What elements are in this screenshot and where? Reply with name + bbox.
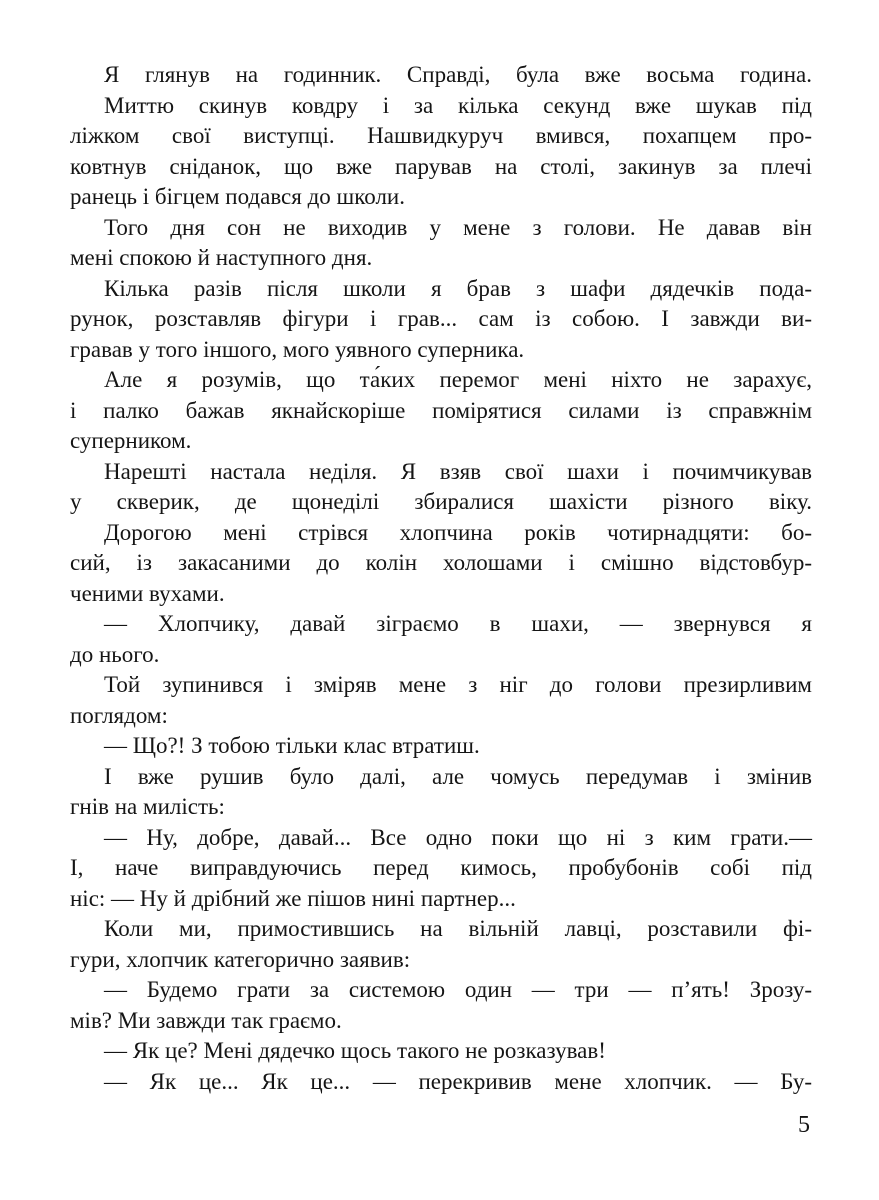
text-line: І, наче виправдуючись перед кимось, пробубонів собі під xyxy=(70,855,812,880)
paragraph xyxy=(70,731,812,762)
text-line: ніс: — Ну й дрібний же пішов нині партнер... xyxy=(70,885,516,911)
text-line: Той зупинився і зміряв мене з ніг до голови презирливим xyxy=(104,672,812,697)
text-line: Але я розумів, що та́ких перемог мені ніхто не зарахує, xyxy=(104,367,812,392)
paragraph xyxy=(70,213,812,274)
text-line: ковтнув сніданок, що вже парував на столі, закинув за плечі xyxy=(70,153,812,179)
text-line: — Що?! З тобою тільки клас втратиш. xyxy=(104,733,480,758)
text-line: Коли ми, примостившись на вільній лавці, розставили фі- xyxy=(104,916,812,941)
text-line: Миттю скинув ковдру і за кілька секунд вже шукав під xyxy=(104,92,812,118)
paragraph xyxy=(70,518,812,610)
text-line: гури, хлопчик категорично заявив: xyxy=(70,946,411,972)
paragraph xyxy=(70,91,812,213)
paragraph xyxy=(70,823,812,915)
text-line: мені спокою й наступного дня. xyxy=(70,245,373,270)
text-line: ранець і бігцем подався до школи. xyxy=(70,184,405,209)
paragraph xyxy=(70,365,812,457)
text-line: мів? Ми завжди так граємо. xyxy=(70,1007,342,1033)
text-line: поглядом: xyxy=(70,702,168,728)
text-line: гравав у того іншого, мого уявного суперника. xyxy=(70,336,525,362)
paragraph xyxy=(70,975,812,1036)
text-line: до нього. xyxy=(70,641,160,667)
text-line: гнів на милість: xyxy=(70,794,225,819)
paragraph xyxy=(70,457,812,518)
text-line: — Як це? Мені дядечко щось такого не розказував! xyxy=(104,1038,606,1063)
page-number: 5 xyxy=(798,1112,810,1138)
text-line: Нарешті настала неділя. Я взяв свої шахи і почимчикував xyxy=(104,458,812,484)
text-line: ченими вухами. xyxy=(70,580,225,606)
text-line: суперником. xyxy=(70,428,192,453)
paragraph xyxy=(70,1036,812,1067)
text-line: Кілька разів після школи я брав з шафи дядечків пода- xyxy=(104,275,812,301)
text-line: у скверик, де щонеділі збиралися шахісти різного віку. xyxy=(70,489,812,514)
paragraph xyxy=(70,60,812,91)
text-line: ліжком свої виступці. Нашвидкуруч вмився, похапцем про- xyxy=(70,123,812,148)
paragraph xyxy=(70,762,812,823)
text-line: і палко бажав якнайскоріше помірятися силами із справжнім xyxy=(70,397,812,423)
text-line: І вже рушив було далі, але чомусь передумав і змінив xyxy=(104,763,812,789)
paragraph xyxy=(70,914,812,975)
text-line: — Як це... Як це... — перекривив мене хлопчик. — Бу- xyxy=(104,1068,812,1094)
text-line: — Ну, добре, давай... Все одно поки що ні з ким грати.— xyxy=(104,824,812,850)
page-text xyxy=(70,60,812,1097)
text-line: Я глянув на годинник. Справді, була вже восьма година. xyxy=(104,62,812,87)
text-line: — Хлопчику, давай зіграємо в шахи, — звернувся я xyxy=(104,611,812,636)
text-line: Того дня сон не виходив у мене з голови. Не давав він xyxy=(104,214,812,240)
paragraph xyxy=(70,274,812,366)
text-line: рунок, розставляв фігури і грав... сам із собою. І завжди ви- xyxy=(70,306,812,331)
text-line: Дорогою мені стрівся хлопчина років чотирнадцяти: бо- xyxy=(104,519,812,545)
paragraph xyxy=(70,1067,812,1098)
paragraph xyxy=(70,609,812,670)
text-line: сий, із закасаними до колін холошами і смішно відстовбур- xyxy=(70,550,812,575)
text-line: — Будемо грати за системою один — три — п’ять! Зрозу- xyxy=(104,977,812,1002)
paragraph xyxy=(70,670,812,731)
